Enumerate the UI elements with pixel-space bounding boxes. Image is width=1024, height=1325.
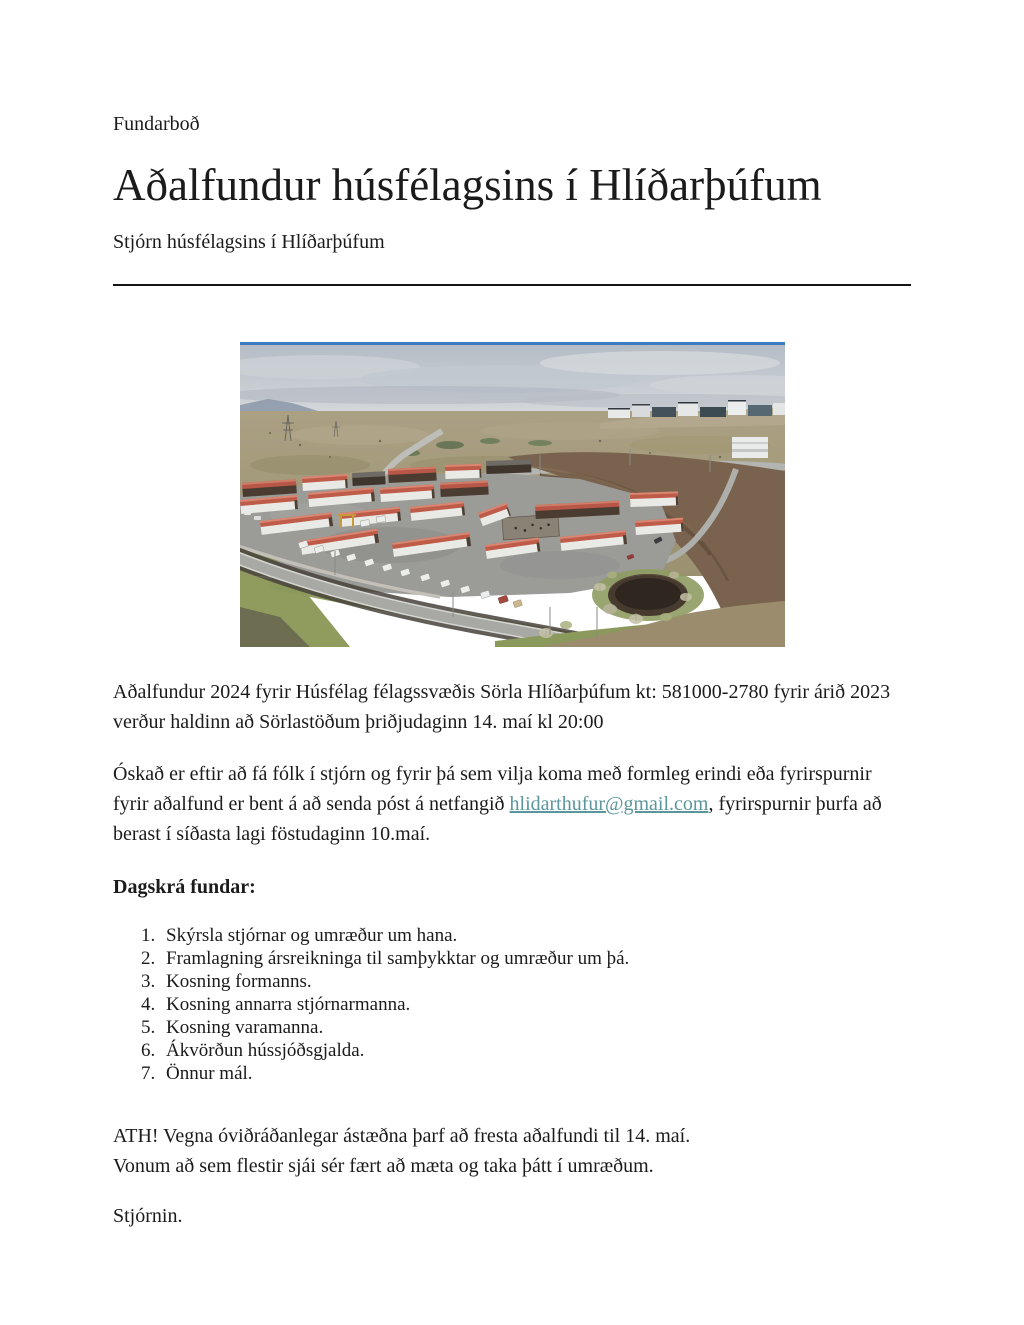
contact-paragraph bbox=[113, 759, 911, 849]
notice-paragraph bbox=[113, 1121, 911, 1181]
contact-line-2 bbox=[113, 789, 911, 819]
page-subtitle: Stjórn húsfélagsins í Hlíðarþúfum bbox=[113, 231, 385, 253]
agenda-item-5: 5. Kosning varamanna. bbox=[160, 1016, 911, 1039]
agenda-item-2: 2. Framlagning ársreikninga til samþykktar og umræður um þá. bbox=[160, 947, 911, 970]
contact-line-3: berast í síðasta lagi föstudaginn 10.maí. bbox=[113, 823, 431, 845]
notice-line-1: ATH! Vegna óviðráðanlegar ástæðna þarf að fresta aðalfundi til 14. maí. bbox=[113, 1125, 691, 1147]
aerial-photo bbox=[240, 342, 785, 647]
intro-line-2: verður haldinn að Sörlastöðum þriðjudaginn 14. maí kl 20:00 bbox=[113, 711, 604, 733]
agenda-item-3: 3. Kosning formanns. bbox=[160, 970, 911, 993]
divider bbox=[113, 284, 911, 286]
kicker: Fundarboð bbox=[113, 113, 200, 135]
email-link[interactable]: hlidarthufur@gmail.com bbox=[509, 793, 709, 815]
intro-line-1: Aðalfundur 2024 fyrir Húsfélag félagssvæðis Sörla Hlíðarþúfum kt: 581000-2780 fyrir árið 2023 bbox=[113, 681, 891, 703]
agenda-item-7: 7. Önnur mál. bbox=[160, 1062, 911, 1085]
page-title: Aðalfundur húsfélagsins í Hlíðarþúfum bbox=[113, 160, 822, 210]
aerial-photo-illustration bbox=[240, 345, 785, 647]
agenda-list bbox=[113, 924, 911, 1085]
signature: Stjórnin. bbox=[113, 1205, 183, 1227]
contact-line-2-before: fyrir aðalfund er bent á að senda póst á netfangið bbox=[113, 793, 510, 815]
agenda-item-4: 4. Kosning annarra stjórnarmanna. bbox=[160, 993, 911, 1016]
contact-line-1: Óskað er eftir að fá fólk í stjórn og fyrir þá sem vilja koma með formleg erindi eða fyrirspurnir bbox=[113, 763, 872, 785]
agenda-heading: Dagskrá fundar: bbox=[113, 876, 256, 898]
agenda-item-6: 6. Ákvörðun hússjóðsgjalda. bbox=[160, 1039, 911, 1062]
contact-line-2-after: , fyrirspurnir þurfa að bbox=[708, 793, 882, 815]
notice-line-2: Vonum að sem flestir sjái sér fært að mæta og taka þátt í umræðum. bbox=[113, 1155, 654, 1177]
intro-paragraph bbox=[113, 677, 911, 737]
agenda-item-1: 1. Skýrsla stjórnar og umræður um hana. bbox=[160, 924, 911, 947]
